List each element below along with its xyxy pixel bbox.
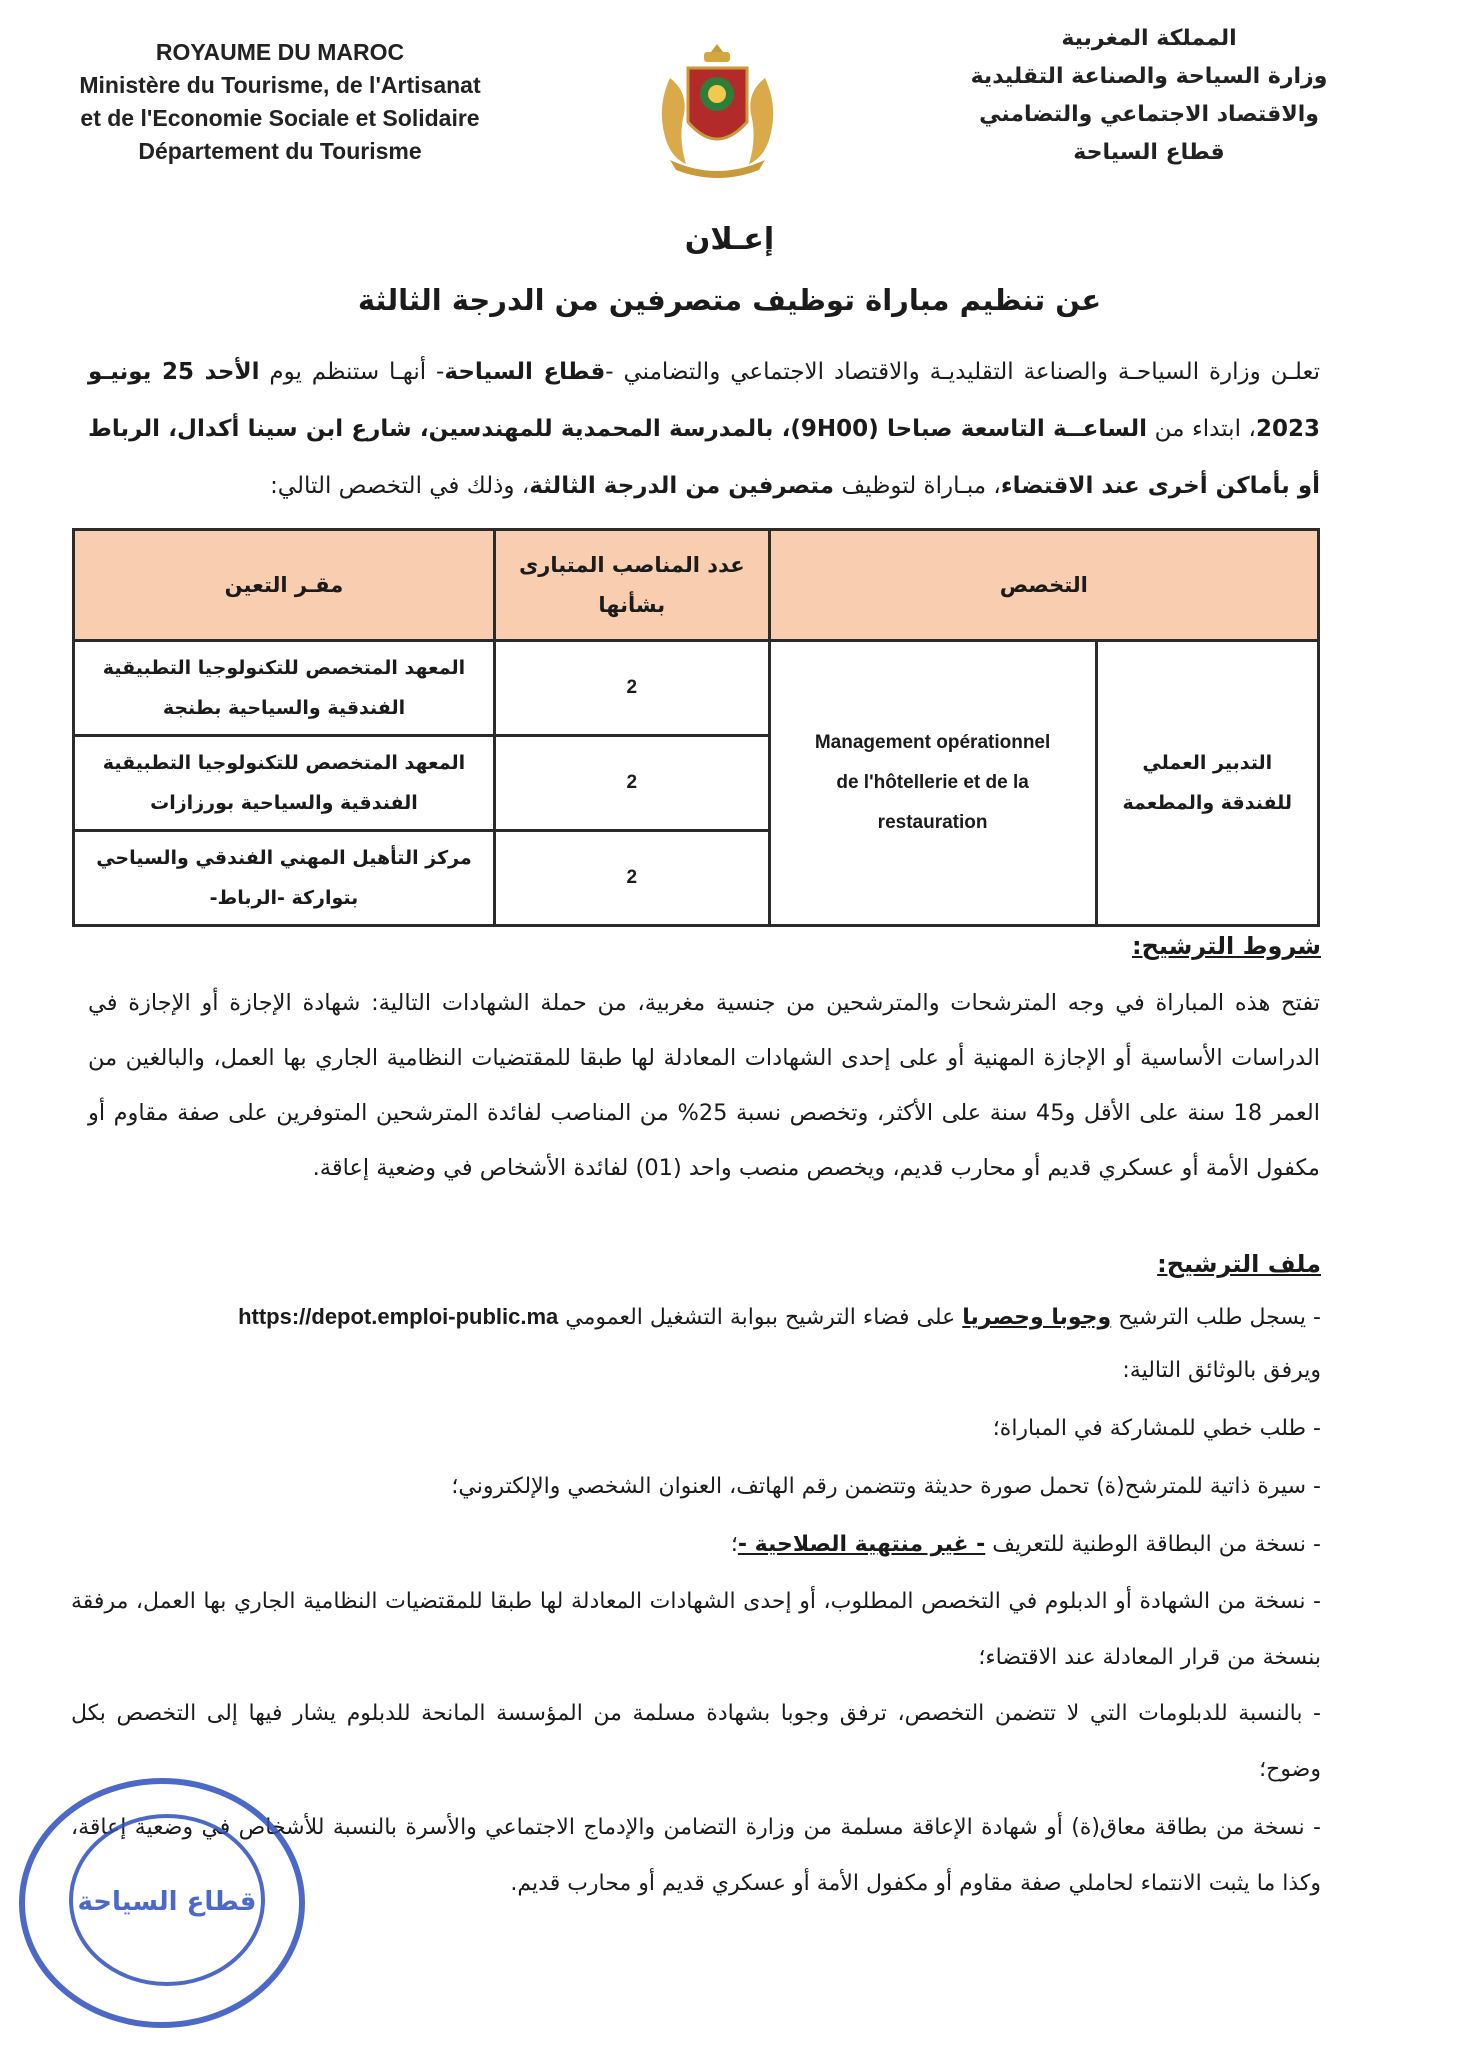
file-emphasis: وجوبا وحصريا — [962, 1305, 1112, 1330]
intro-text: تعلـن وزارة السياحـة والصناعة التقليديـة والاقتصاد الاجتماعي والتضامني - — [605, 359, 1321, 385]
intro-text: - أنهـا ستنظم يوم — [259, 359, 445, 385]
conditions-heading: شروط الترشيح: — [1132, 932, 1321, 960]
header-fr-line: Ministère du Tourisme, de l'Artisanat — [79, 72, 481, 98]
file-text: ؛ — [730, 1532, 738, 1557]
posts-count: 2 — [494, 736, 769, 831]
intro-grade: متصرفين من الدرجة الثالثة — [529, 473, 835, 499]
intro-location: ، بالمدرسة المحمدية للمهندسين، شارع ابن سينا أكدال، الرباط أو بأماكن أخرى عند الاقتضاء — [88, 416, 1320, 499]
intro-sector: قطاع السياحة — [444, 359, 606, 385]
appointment-place: مركز التأهيل المهني الفندقي والسياحي بتواركة -الرباط- — [74, 831, 495, 926]
file-text: - يسجل طلب الترشيح — [1111, 1305, 1321, 1330]
table-header-row — [74, 530, 1319, 641]
file-item-5 — [731, 1530, 1321, 1560]
header-fr-line: et de l'Economie Sociale et Solidaire — [80, 105, 480, 131]
specialty-french — [769, 641, 1096, 926]
header-place: مقـر التعين — [74, 530, 495, 641]
file-item-3: - طلب خطي للمشاركة في المباراة؛ — [992, 1416, 1321, 1441]
intro-text: ، وذلك في التخصص التالي: — [270, 473, 530, 499]
specialty-fr-line: de l'hôtellerie et de la restauration — [836, 772, 1029, 833]
specialty-fr-line: Management opérationnel — [814, 732, 1051, 753]
posts-count: 2 — [494, 831, 769, 926]
header-ar-line: المملكة المغربية — [1061, 26, 1237, 51]
application-file-heading: ملف الترشيح: — [1157, 1250, 1321, 1278]
official-stamp-icon — [12, 1768, 312, 2038]
table-row — [74, 641, 1319, 736]
appointment-place: المعهد المتخصص للتكنولوجيا التطبيقية الفندقية والسياحية بورزازات — [74, 736, 495, 831]
moroccan-coat-of-arms-icon — [640, 38, 795, 183]
intro-text: ، ابتداء من — [1147, 416, 1256, 442]
header-french — [60, 36, 500, 168]
header-specialty: التخصص — [769, 530, 1318, 641]
specialty-arabic: التدبير العملي للفندقة والمطعمة — [1096, 641, 1318, 926]
intro-text: ، مبـاراة لتوظيف — [834, 473, 1001, 499]
announcement-subtitle: عن تنظيم مباراة توظيف متصرفين من الدرجة الثالثة — [357, 283, 1102, 317]
header-posts: عدد المناصب المتبارى بشأنها — [494, 530, 769, 641]
intro-paragraph — [88, 344, 1320, 515]
header-fr-line: ROYAUME DU MAROC — [155, 39, 405, 65]
portal-url-link[interactable]: https://depot.emploi-public.ma — [238, 1304, 559, 1329]
intro-time: الساعــة التاسعة صباحا (9H00) — [790, 416, 1147, 442]
file-text: على فضاء الترشيح ببوابة التشغيل العمومي — [558, 1305, 963, 1330]
file-item-6: - نسخة من الشهادة أو الدبلوم في التخصص المطلوب، أو إحدى الشهادات المعادلة لها طبقا للمقتضيات النظامية الجاري بها العمل، مرفقة بنسخة من قرار المعادلة عند الاقتضاء؛ — [71, 1589, 1321, 1670]
announcement-title: إعـلان — [684, 222, 775, 257]
file-item-2: ويرفق بالوثائق التالية: — [1122, 1358, 1321, 1383]
file-item-4: - سيرة ذاتية للمترشح(ة) تحمل صورة حديثة وتتضمن رقم الهاتف، العنوان الشخصي والإلكتروني؛ — [451, 1474, 1321, 1499]
header-fr-line: Département du Tourisme — [138, 138, 422, 164]
intro-date: الأحد 25 يونيـو 2023 — [88, 359, 1320, 442]
appointment-place: المعهد المتخصص للتكنولوجيا التطبيقية الفندقية والسياحية بطنجة — [74, 641, 495, 736]
file-item-8: - نسخة من بطاقة معاق(ة) أو شهادة الإعاقة مسلمة من وزارة التضامن والإدماج الاجتماعي والأسرة بالنسبة للأشخاص في وضعية إعاقة، وكذا ما يثبت الانتماء لحاملي صفة مقاوم أو مكفول الأمة أو عسكري قديم أو محارب قديم. — [71, 1815, 1321, 1896]
file-item-1 — [238, 1302, 1321, 1333]
header-arabic — [959, 20, 1339, 172]
file-text: - نسخة من البطاقة الوطنية للتعريف — [985, 1532, 1321, 1557]
file-item-7: - بالنسبة للدبلومات التي لا تتضمن التخصص، ترفق وجوبا بشهادة مسلمة من المؤسسة المانحة للدبلوم يشار فيها إلى التخصص بكل وضوح؛ — [71, 1701, 1321, 1782]
posts-count: 2 — [494, 641, 769, 736]
stamp-label: قطاع السياحة — [77, 1887, 257, 1917]
header-ar-line: والاقتصاد الاجتماعي والتضامني — [979, 102, 1319, 127]
header-ar-line: وزارة السياحة والصناعة التقليدية — [970, 64, 1328, 89]
conditions-text: تفتح هذه المباراة في وجه المترشحات والمترشحين من جنسية مغربية، من حملة الشهادات التالية: شهادة الإجازة أو الإجازة في الدراسات الأساسية أو الإجازة المهنية أو على إحدى الشهادات المعادلة لها طبقا للمقتضيات النظامية الجاري بها العمل، والبالغين من العمر 18 سنة على الأقل و45 سنة على الأكثر، وتخصص نسبة 25% من المناصب لفائدة المترشحين المتوفرين على صفة مقاوم أو مكفول الأمة أو عسكري قديم أو محارب قديم، ويخصص منصب واحد (01) لفائدة الأشخاص في وضعية إعاقة. — [88, 990, 1321, 1181]
file-emphasis: - غير منتهية الصلاحية - — [737, 1532, 986, 1557]
header-ar-line: قطاع السياحة — [1073, 140, 1225, 165]
specialty-table — [72, 528, 1320, 927]
